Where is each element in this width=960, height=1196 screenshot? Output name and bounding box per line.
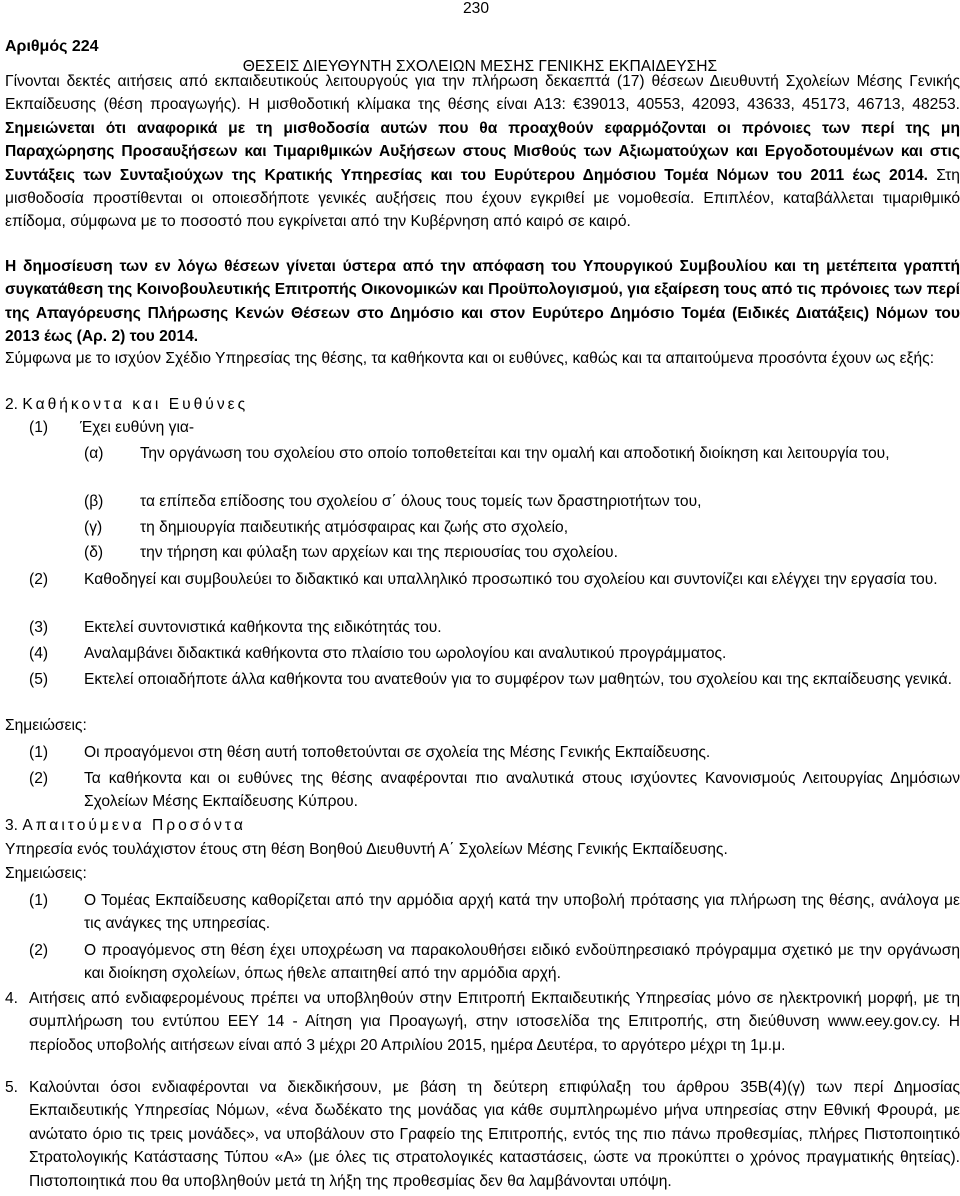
section-3-note-text-2: Ο προαγόμενος στη θέση έχει υποχρέωση να παρακολουθήσει ειδικό ενδοϋπηρεσιακό πρόγραμμα σχετικό με την οργάνωση και διοίκηση σχολείων, όπως ήθελε απαιτηθεί από την αρμόδια αρχή. bbox=[84, 942, 960, 983]
duty-text-2: Καθοδηγεί και συμβουλεύει το διδακτικό και υπαλληλικό προσωπικό του σχολείου και συντονίζει και ελέγχει την εργασία του. bbox=[84, 571, 938, 588]
intro-paragraph bbox=[5, 70, 960, 234]
scheme-intro: Σύμφωνα με το ισχύον Σχέδιο Υπηρεσίας της θέσης, τα καθήκοντα και οι ευθύνες, καθώς και τα απαιτούμενα προσόντα έχουν ως εξής: bbox=[5, 350, 935, 367]
duty-text-1: Έχει ευθύνη για- bbox=[80, 419, 195, 436]
duty-text-5: Εκτελεί οποιαδήποτε άλλα καθήκοντα του ανατεθούν για το συμφέρον των μαθητών, του σχολείου και της εκπαίδευσης γενικά. bbox=[84, 671, 952, 688]
subduty-text-c: τη δημιουργία παιδευτικής ατμόσφαιρας και ζωής στο σχολείο, bbox=[140, 519, 569, 536]
section-2-note-text-2: Τα καθήκοντα και οι ευθύνες της θέσης αναφέρονται πιο αναλυτικά στους ισχύοντες Κανονισμούς Λειτουργίας Δημόσιων Σχολείων Μέσης Εκπαίδευσης Κύπρου. bbox=[84, 770, 960, 811]
section-3-note-label-1: (1) bbox=[29, 892, 49, 909]
subduty-label-d: (δ) bbox=[84, 544, 104, 561]
intro-bold-note: Σημειώνεται ότι αναφορικά με τη μισθοδοσία αυτών που θα προαχθούν εφαρμόζονται οι πρόνοιες των περί της μη Παραχώρησης Προσαυξήσεων και Τιμαριθμικών Αυξήσεων στους Μισθούς των Αξιωματούχων και Εργοδοτουμένων και στις Συντάξεις των Συνταξιούχων της Κρατικής Υπηρεσίας και του Ευρύτερου Δημόσιου Τομέα Νόμων του 2011 έως 2014. bbox=[5, 119, 960, 184]
page-number: 230 bbox=[463, 0, 490, 17]
section-5-number: 5. bbox=[5, 1079, 19, 1096]
section-3-note-label-2: (2) bbox=[29, 942, 49, 959]
duty-label-3: (3) bbox=[29, 619, 49, 636]
section-2-note-text-1: Οι προαγόμενοι στη θέση αυτή τοποθετούνται σε σχολεία της Μέσης Γενικής Εκπαίδευσης. bbox=[84, 744, 711, 761]
subduty-label-a: (α) bbox=[84, 445, 104, 462]
duty-label-4: (4) bbox=[29, 645, 49, 662]
section-3-text: Υπηρεσία ενός τουλάχιστον έτους στη θέση Βοηθού Διευθυντή Α΄ Σχολείων Μέσης Γενικής Εκπαίδευσης. bbox=[5, 841, 728, 858]
subduty-label-c: (γ) bbox=[84, 519, 103, 536]
section-3-notes-label: Σημειώσεις: bbox=[5, 865, 87, 882]
section-3-number: 3. bbox=[5, 817, 19, 834]
subduty-label-b: (β) bbox=[84, 493, 104, 510]
subduty-text-b: τα επίπεδα επίδοσης του σχολείου σ΄ όλους τους τομείς των δραστηριοτήτων του, bbox=[140, 493, 702, 510]
section-2-note-label-2: (2) bbox=[29, 770, 49, 787]
section-4-text: Αιτήσεις από ενδιαφερομένους πρέπει να υποβληθούν στην Επιτροπή Εκπαιδευτικής Υπηρεσίας μόνο σε ηλεκτρονική μορφή, με τη συμπλήρωση του εντύπου ΕΕΥ 14 - Αίτηση για Προαγωγή, στην ιστοσελίδα της Επιτροπής, στη διεύθυνση www.eey.gov.cy. Η περίοδος υποβολής αιτήσεων είναι από 3 μέχρι 20 Απριλίου 2015, ημέρα Δευτέρα, το αργότερο μέχρι τη 1μ.μ. bbox=[29, 990, 960, 1054]
section-4-number: 4. bbox=[5, 990, 19, 1007]
duty-label-5: (5) bbox=[29, 671, 49, 688]
section-2-title: Καθήκοντα και Ευθύνες bbox=[22, 396, 249, 413]
document-number: Αριθμός 224 bbox=[5, 38, 99, 55]
section-3-note-text-1: Ο Τομέας Εκπαίδευσης καθορίζεται από την αρμόδια αρχή κατά την υποβολή πρότασης για πλήρωση της θέσης, ανάλογα με τις ανάγκες της υπηρεσίας. bbox=[84, 892, 960, 933]
duty-text-4: Αναλαμβάνει διδακτικά καθήκοντα στο πλαίσιο του ωρολογίου και αναλυτικού προγράμματος. bbox=[84, 645, 727, 662]
duty-label-2: (2) bbox=[29, 571, 49, 588]
section-2-heading bbox=[5, 393, 248, 416]
intro-normal-2: Στη μισθοδοσία προστίθενται οι οποιεσδήποτε γενικές αυξήσεις που έχουν εγκριθεί με νομοθεσία. Επιπλέον, καταβάλλεται τιμαριθμικό επίδομα, σύμφωνα με το ποσοστό που εγκρίνεται από την Κυβέρνηση από καιρό σε καιρό. bbox=[5, 166, 960, 231]
section-5-text: Καλούνται όσοι ενδιαφέρονται να διεκδικήσουν, με βάση τη δεύτερη επιφύλαξη του άρθρου 35Β(4)(γ) των περί Δημοσίας Εκπαιδευτικής Υπηρεσίας Νόμων, «ένα δωδέκατο της μονάδας για κάθε συμπληρωμένο μήνα υπηρεσίας στην Εθνική Φρουρά, με ανώτατο όριο τις τρεις μονάδες», να υποβάλουν στο Γραφείο της Επιτροπής, εντός της πιο πάνω προθεσμίας, πλήρες Πιστοποιητικό Στρατολογικής Κατάστασης Τύπου «Α» (με όλες τις στρατολογικές καταστάσεις, ώστε να προκύπτει ο χρόνος πραγματικής θητείας). Πιστοποιητικά που θα υποβληθούν μετά τη λήξη της προθεσμίας δεν θα λαμβάνονται υπόψη. bbox=[29, 1079, 960, 1190]
duty-label-1: (1) bbox=[29, 419, 49, 436]
subduty-text-a: Την οργάνωση του σχολείου στο οποίο τοποθετείται και την ομαλή και αποδοτική διοίκηση και λειτουργία του, bbox=[140, 445, 890, 462]
section-2-note-label-1: (1) bbox=[29, 744, 49, 761]
section-3-heading bbox=[5, 814, 246, 837]
section-2-number: 2. bbox=[5, 396, 19, 413]
subduty-text-d: την τήρηση και φύλαξη των αρχείων και της περιουσίας του σχολείου. bbox=[140, 544, 618, 561]
publication-note: Η δημοσίευση των εν λόγω θέσεων γίνεται ύστερα από την απόφαση του Υπουργικού Συμβουλίου και τη μετέπειτα γραπτή συγκατάθεση της Κοινοβουλευτικής Επιτροπής Οικονομικών και Προϋπολογισμού, για εξαίρεση τους από τις πρόνοιες των περί της Απαγόρευσης Πλήρωσης Κενών Θέσεων στο Δημόσιο και στον Ευρύτερο Δημόσιο Τομέα (Ειδικές Διατάξεις) Νόμων του 2013 έως (Αρ. 2) του 2014. bbox=[5, 258, 960, 346]
intro-normal-1: Γίνονται δεκτές αιτήσεις από εκπαιδευτικούς λειτουργούς για την πλήρωση δεκαεπτά (17) θέσεων Διευθυντή Σχολείων Μέσης Γενικής Εκπαίδευσης (θέση προαγωγής). Η μισθοδοτική κλίμακα της θέσης είναι Α13: €39013, 40553, 42093, 43633, 45173, 46713, 48253. bbox=[5, 73, 960, 114]
section-3-title: Απαιτούμενα Προσόντα bbox=[22, 817, 246, 834]
duty-text-3: Εκτελεί συντονιστικά καθήκοντα της ειδικότητάς του. bbox=[84, 619, 442, 636]
document-subtitle: ΘΕΣΕΙΣ ΔΙΕΥΘΥΝΤΗ ΣΧΟΛΕΙΩΝ ΜΕΣΗΣ ΓΕΝΙΚΗΣ ΕΚΠΑΙΔΕΥΣΗΣ bbox=[242, 58, 718, 75]
section-2-notes-label: Σημειώσεις: bbox=[5, 717, 87, 734]
